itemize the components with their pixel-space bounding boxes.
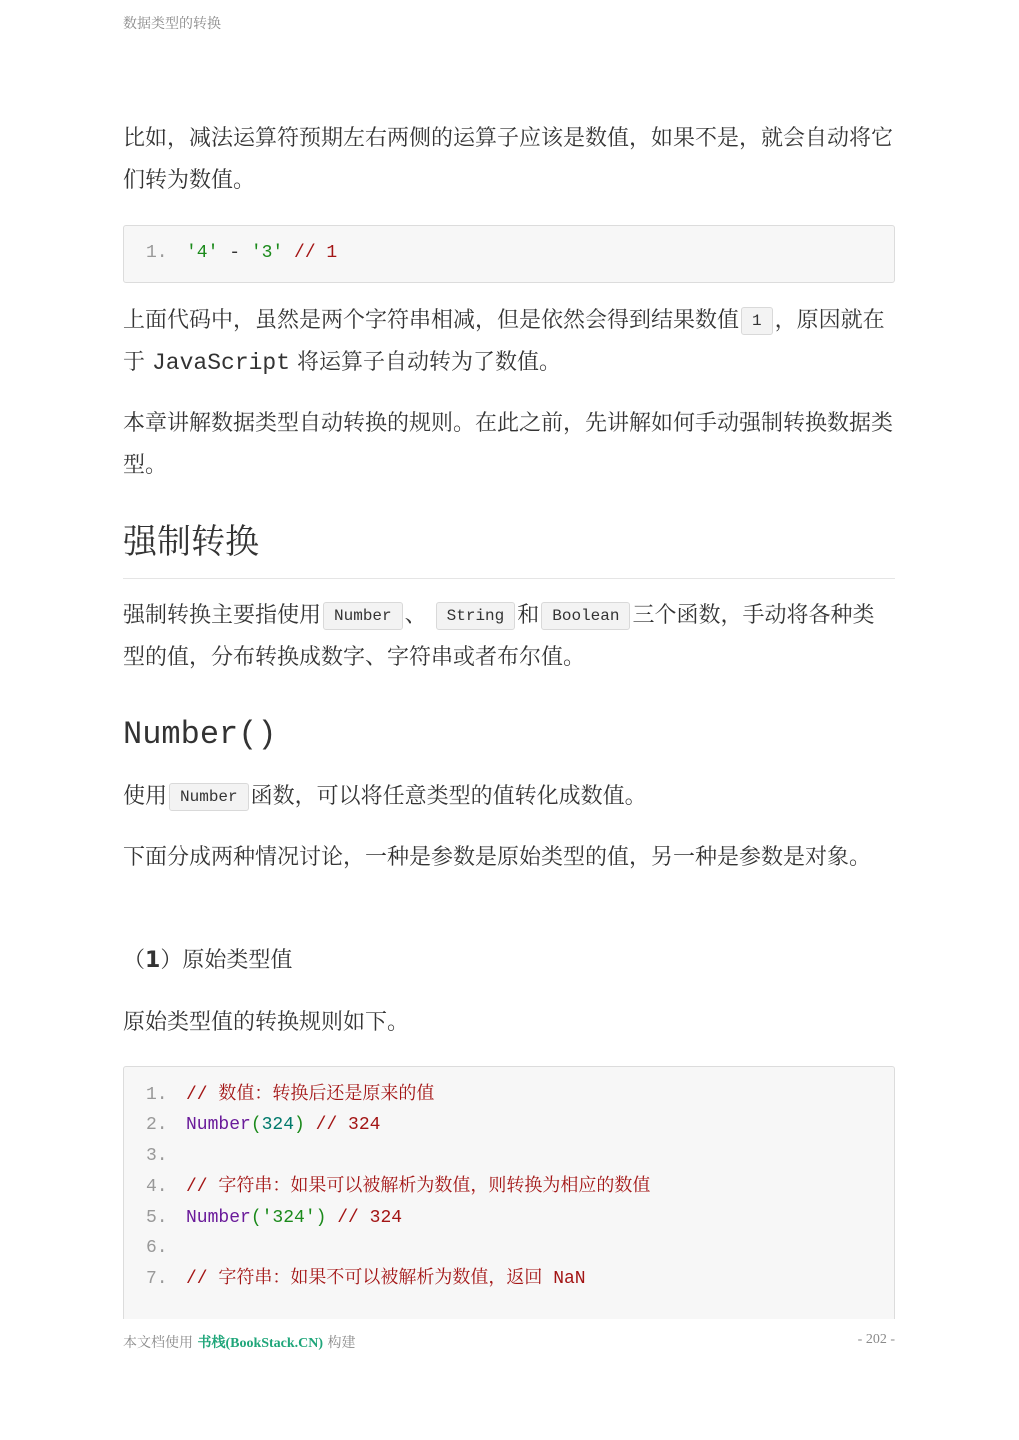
code-comment: // 字符串：如果可以被解析为数值，则转换为相应的数值 — [186, 1177, 651, 1197]
inline-code-number: Number — [169, 783, 249, 811]
text-segment: ，原因就在于 — [123, 308, 885, 375]
code-line-7 — [146, 1264, 586, 1294]
paragraph-forced-conversion — [123, 595, 895, 679]
section-heading-forced-conversion: 强制转换 — [123, 518, 895, 579]
line-number: 4. — [146, 1177, 168, 1197]
code-comment: // 1 — [283, 243, 338, 263]
footer-credit — [123, 1332, 356, 1352]
code-paren: ( — [250, 1208, 262, 1228]
text-segment: ）原始类型值 — [160, 948, 293, 973]
subsection-heading-number: Number() — [123, 716, 277, 753]
code-comment: // 字符串：如果不可以被解析为数值，返回 NaN — [186, 1269, 586, 1289]
line-number: 5. — [146, 1208, 168, 1228]
code-string: '4' — [186, 243, 219, 263]
text-segment: 、 — [404, 603, 427, 628]
code-function: Number — [186, 1115, 251, 1135]
running-header: 数据类型的转换 — [123, 16, 221, 32]
inline-code-string: String — [436, 602, 516, 630]
code-function: Number — [186, 1208, 251, 1228]
paragraph-primitive-heading — [123, 940, 895, 982]
code-paren: ) — [315, 1208, 327, 1228]
code-paren: ( — [250, 1115, 262, 1135]
paragraph-two-cases: 下面分成两种情况讨论，一种是参数是原始类型的值，另一种是参数是对象。 — [123, 845, 872, 870]
code-line-3 — [146, 1141, 186, 1171]
text-segment: 将运算子自动转为了数值。 — [290, 350, 562, 375]
line-number: 1. — [146, 1085, 168, 1105]
footer-suffix: 构建 — [323, 1335, 356, 1351]
paragraph-rules: 原始类型值的转换规则如下。 — [123, 1010, 410, 1035]
line-number: 3. — [146, 1146, 168, 1166]
code-line-6 — [146, 1233, 186, 1263]
text-segment: 使用 — [123, 784, 168, 809]
code-line-1 — [146, 238, 337, 268]
footer-prefix: 本文档使用 — [123, 1335, 198, 1351]
code-number: 324 — [261, 1115, 295, 1135]
code-block-number-rules — [123, 1066, 895, 1319]
line-number: 7. — [146, 1269, 168, 1289]
code-string: '3' — [250, 243, 284, 263]
code-line-5 — [146, 1203, 402, 1233]
paragraph-chapter-intro: 本章讲解数据类型自动转换的规则。在此之前，先讲解如何手动强制转换数据类型。 — [123, 411, 894, 478]
line-number: 2. — [146, 1115, 168, 1135]
code-comment: // 324 — [304, 1115, 381, 1135]
paragraph-subtraction-intro: 比如，减法运算符预期左右两侧的运算子应该是数值，如果不是，就会自动将它们转为数值。 — [123, 126, 894, 193]
text-segment: 函数，可以将任意类型的值转化成数值。 — [250, 784, 647, 809]
line-number: 6. — [146, 1238, 168, 1258]
text-segment: 和 — [517, 603, 540, 628]
paragraph-number-usage — [123, 776, 895, 818]
code-string: '324' — [261, 1208, 316, 1228]
text-segment: 强制转换主要指使用 — [123, 603, 322, 628]
paragraph-explanation — [123, 300, 895, 384]
case-number: 1 — [145, 948, 161, 973]
code-line-2 — [146, 1110, 380, 1140]
inline-code-1: 1 — [741, 307, 773, 335]
code-comment: // 数值：转换后还是原来的值 — [186, 1085, 435, 1105]
footer-brand-link[interactable]: 书栈(BookStack.CN) — [197, 1336, 324, 1351]
code-paren: ) — [294, 1115, 305, 1135]
code-operator: - — [218, 243, 251, 263]
code-block-subtraction — [123, 225, 895, 283]
inline-code-number: Number — [323, 602, 403, 630]
text-segment: 上面代码中，虽然是两个字符串相减，但是依然会得到结果数值 — [123, 308, 740, 333]
text-segment: （ — [123, 948, 146, 973]
page-number: - 202 - — [857, 1332, 895, 1347]
code-line-4 — [146, 1172, 650, 1202]
line-number: 1. — [146, 243, 168, 263]
inline-code-boolean: Boolean — [541, 602, 630, 630]
javascript-word: JavaScript — [152, 350, 291, 376]
text-segment: 三个函数，手动将各种类型的值，分布转换成数字、字符串或者布尔值。 — [123, 603, 875, 670]
code-comment: // 324 — [326, 1208, 403, 1228]
code-line-1 — [146, 1080, 434, 1110]
